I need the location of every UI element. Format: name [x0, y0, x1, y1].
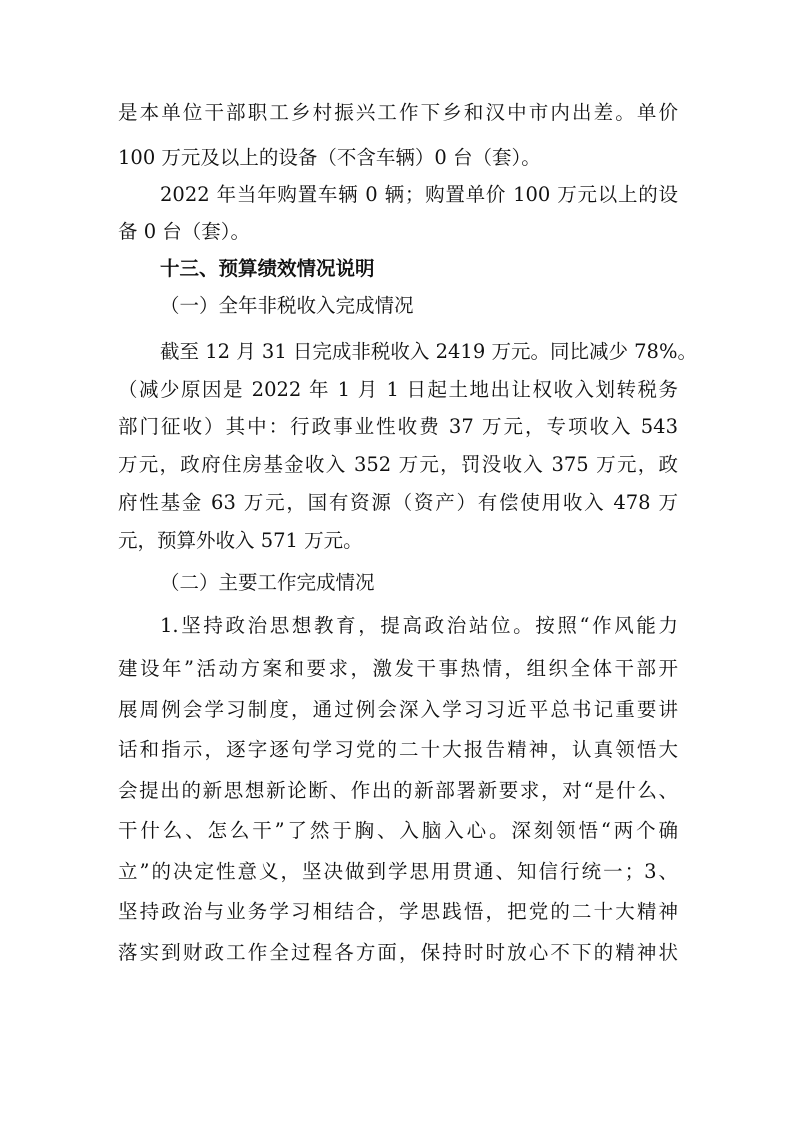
text-line: 府性基金 63 万元，国有资源（资产）有偿使用收入 478 万 — [118, 491, 678, 514]
text-line: 话和指示，逐字逐句学习党的二十大报告精神，认真领悟大 — [118, 738, 678, 761]
text-line: （减少原因是 2022 年 1 月 1 日起土地出让权收入划转税务 — [118, 378, 678, 401]
text-line: 1.坚持政治思想教育，提高政治站位。按照“作风能力 — [160, 614, 678, 637]
text-line: 截至 12 月 31 日完成非税收入 2419 万元。同比减少 78%。 — [160, 340, 697, 363]
text-line: 建设年”活动方案和要求，激发干事热情，组织全体干部开 — [118, 657, 678, 680]
text-line: 坚持政治与业务学习相结合，学思践悟，把党的二十大精神 — [118, 900, 678, 923]
text-line: 立”的决定性意义，坚决做到学思用贯通、知信行统一；3、 — [118, 860, 678, 883]
text-line: 落实到财政工作全过程各方面，保持时时放心不下的精神状 — [118, 941, 678, 964]
text-line: 干什么、怎么干”了然于胸、入脑入心。深刻领悟“两个确 — [118, 819, 678, 842]
section-heading: 十三、预算绩效情况说明 — [160, 257, 375, 280]
text-line: 会提出的新思想新论断、作出的新部署新要求，对“是什么、 — [118, 779, 678, 802]
subsection-heading: （二）主要工作完成情况 — [160, 571, 375, 594]
text-line: 100 万元及以上的设备（不含车辆）0 台（套）。 — [118, 146, 541, 169]
text-line: 2022 年当年购置车辆 0 辆；购置单价 100 万元以上的设 — [160, 183, 678, 206]
text-line: 万元，政府住房基金收入 352 万元，罚没收入 375 万元，政 — [118, 453, 678, 476]
text-line: 部门征收）其中：行政事业性收费 37 万元，专项收入 543 — [118, 415, 678, 438]
subsection-heading: （一）全年非税收入完成情况 — [160, 294, 414, 317]
text-line: 元，预算外收入 571 万元。 — [118, 529, 363, 552]
text-line: 展周例会学习制度，通过例会深入学习习近平总书记重要讲 — [118, 698, 678, 721]
text-line: 是本单位干部职工乡村振兴工作下乡和汉中市内出差。单价 — [118, 101, 678, 124]
text-line: 备 0 台（套）。 — [118, 220, 251, 243]
